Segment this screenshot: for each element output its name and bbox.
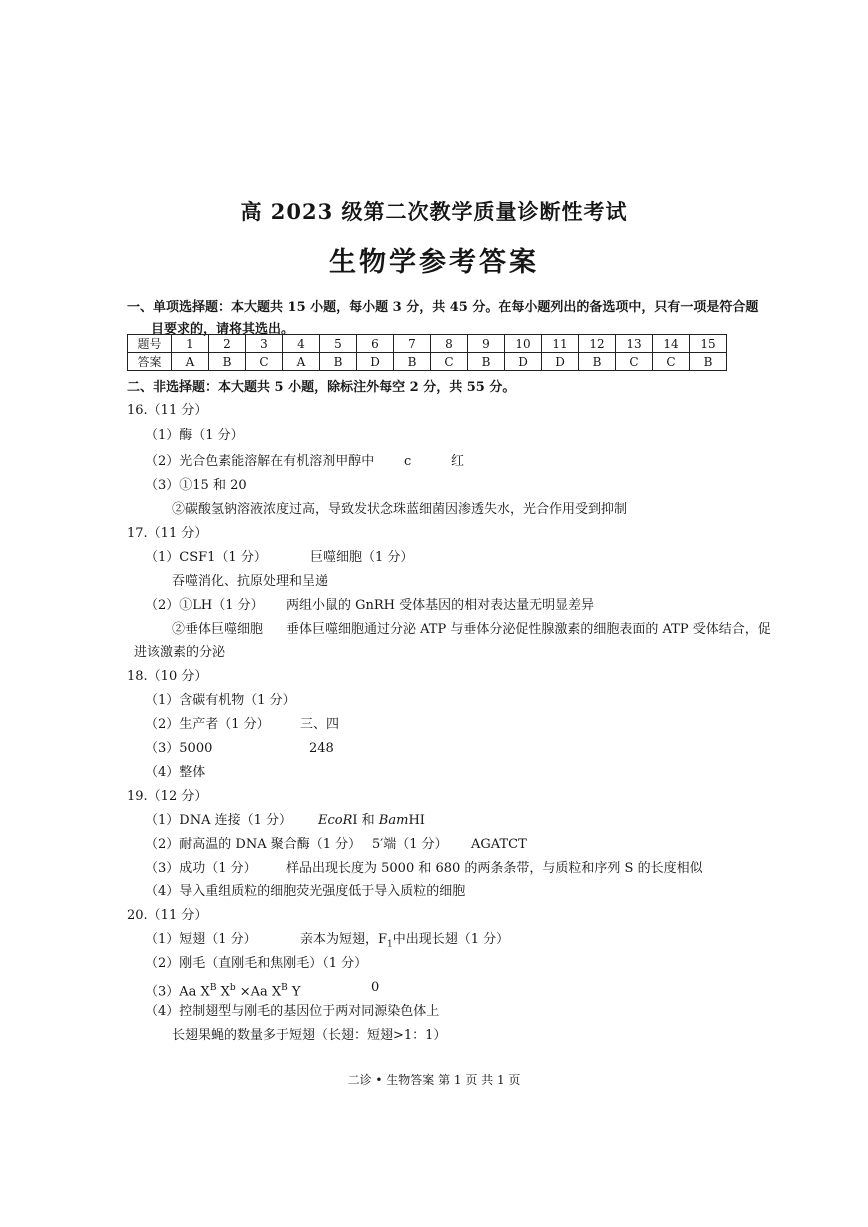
section1-heading-cont: 目要求的，请将其选出。 [151, 322, 295, 337]
q20-answer-1-b-part1: 亲本为短翅，F [300, 932, 388, 947]
q17-answer-1-b: 巨噬细胞（1 分） [310, 550, 414, 565]
q20-heading: 20.（11 分） [127, 908, 208, 923]
answer-cell: A [283, 353, 320, 371]
question-number: 15 [690, 335, 727, 353]
answer-cell: A [172, 353, 209, 371]
q16-answer-3: （3）①15 和 20 [145, 478, 247, 493]
f1-subscript: 1 [387, 939, 393, 950]
section2-heading: 二、非选择题：本大题共 5 小题，除标注外每空 2 分，共 55 分。 [127, 380, 516, 395]
q20-answer-3 [145, 980, 301, 1000]
answer-cell: C [653, 353, 690, 371]
genotype-cross: ×Aa X [235, 984, 282, 1000]
q20-answer-1-b [300, 932, 509, 953]
enzyme-bamhi: Bam [378, 813, 409, 828]
answer-cell: C [246, 353, 283, 371]
question-number: 3 [246, 335, 283, 353]
exam-title: 高 2023 级第二次教学质量诊断性考试 [240, 199, 628, 224]
q16-answer-2-c: 红 [451, 454, 465, 469]
row-label-answer: 答案 [128, 353, 172, 371]
question-number: 11 [542, 335, 579, 353]
answer-cell: B [690, 353, 727, 371]
page-title: 生物学参考答案 [329, 247, 539, 278]
q18-answer-4: （4）整体 [145, 765, 206, 780]
q20-answer-1-b-part2: 中出现长翅（1 分） [392, 932, 510, 947]
q18-heading: 18.（10 分） [127, 669, 208, 684]
answer-cell: D [505, 353, 542, 371]
question-number: 9 [468, 335, 505, 353]
enzyme-bamhi-tail: HⅠ [408, 813, 425, 828]
question-number: 12 [579, 335, 616, 353]
q20-answer-4-b: 长翅果蝇的数量多于短翅（长翅：短翅>1：1） [172, 1028, 447, 1043]
enzyme-ecori: EcoR [318, 813, 353, 828]
genotype-x: X [216, 984, 230, 1000]
q17-answer-2-b: 两组小鼠的 GnRH 受体基因的相对表达量无明显差异 [286, 598, 595, 613]
q17-answer-2: （2）①LH（1 分） [145, 598, 264, 613]
q18-answer-3: （3）5000 [145, 741, 213, 756]
q19-answer-2: （2）耐高温的 DNA 聚合酶（1 分） [145, 837, 362, 852]
q16-heading: 16.（11 分） [127, 403, 208, 418]
enzyme-ecori-tail: Ⅰ 和 [352, 813, 379, 828]
allele-b-superscript: b [229, 983, 236, 993]
q19-answer-2-c: AGATCT [471, 837, 527, 852]
answer-cell: C [431, 353, 468, 371]
q19-answer-3-b: 样品出现长度为 5000 和 680 的两条条带，与质粒和序列 S 的长度相似 [286, 861, 703, 876]
question-number: 2 [209, 335, 246, 353]
q19-heading: 19.（12 分） [127, 789, 208, 804]
question-number: 4 [283, 335, 320, 353]
table-row-numbers [128, 335, 727, 353]
question-number: 13 [616, 335, 653, 353]
q20-answer-3-b: 0 [371, 980, 380, 995]
q18-answer-2: （2）生产者（1 分） [145, 717, 270, 732]
allele-B-superscript: B [209, 983, 217, 993]
q17-answer-1-c: 吞噬消化、抗原处理和呈递 [172, 574, 329, 589]
answer-cell: B [394, 353, 431, 371]
answer-cell: C [616, 353, 653, 371]
genotype-y: Y [287, 984, 301, 1000]
answer-cell: D [357, 353, 394, 371]
q16-answer-2-b: c [404, 454, 412, 469]
q19-answer-2-b: 5′端（1 分） [372, 837, 448, 852]
question-number: 6 [357, 335, 394, 353]
q16-answer-3-2: ②碳酸氢钠溶液浓度过高，导致发状念珠蓝细菌因渗透失水，光合作用受到抑制 [172, 502, 628, 517]
answer-table [127, 334, 727, 371]
question-number: 10 [505, 335, 542, 353]
allele-B-superscript-2: B [281, 983, 288, 993]
q20-answer-4: （4）控制翅型与刚毛的基因位于两对同源染色体上 [145, 1004, 440, 1019]
q16-answer-2: （2）光合色素能溶解在有机溶剂甲醇中 [145, 454, 375, 469]
answer-cell: B [579, 353, 616, 371]
question-number: 14 [653, 335, 690, 353]
q17-heading: 17.（11 分） [127, 526, 208, 541]
page-footer: 二诊 • 生物答案 第 1 页 共 1 页 [347, 1073, 521, 1087]
q20-answer-2: （2）刚毛（直刚毛和焦刚毛）（1 分） [145, 956, 368, 971]
q17-answer-2-2-c: 进该激素的分泌 [134, 645, 226, 660]
q18-answer-1: （1）含碳有机物（1 分） [145, 693, 296, 708]
q17-answer-2-2: ②垂体巨噬细胞 [172, 622, 264, 637]
q19-answer-4: （4）导入重组质粒的细胞荧光强度低于导入质粒的细胞 [145, 884, 466, 899]
genotype-prefix: （3）Aa X [145, 984, 210, 1000]
question-number: 7 [394, 335, 431, 353]
answer-cell: B [468, 353, 505, 371]
q16-answer-1: （1）酶（1 分） [145, 428, 244, 443]
question-number: 5 [320, 335, 357, 353]
q17-answer-2-2-b: 垂体巨噬细胞通过分泌 ATP 与垂体分泌促性腺激素的细胞表面的 ATP 受体结合，促 [286, 622, 771, 637]
answer-cell: B [209, 353, 246, 371]
q18-answer-3-b: 248 [309, 741, 334, 756]
row-label-number: 题号 [128, 335, 172, 353]
answer-cell: D [542, 353, 579, 371]
q20-answer-1: （1）短翅（1 分） [145, 932, 257, 947]
question-number: 1 [172, 335, 209, 353]
q18-answer-2-b: 三、四 [300, 717, 340, 732]
table-row-answers [128, 353, 727, 371]
section1-heading: 一、单项选择题：本大题共 15 小题，每小题 3 分，共 45 分。在每小题列出的备选项中，只有一项是符合题 [127, 300, 759, 315]
q17-answer-1: （1）CSF1（1 分） [145, 550, 267, 565]
answer-cell: B [320, 353, 357, 371]
q19-answer-1-enzymes [318, 813, 425, 829]
question-number: 8 [431, 335, 468, 353]
q19-answer-3: （3）成功（1 分） [145, 861, 257, 876]
q19-answer-1: （1）DNA 连接（1 分） [145, 813, 292, 828]
